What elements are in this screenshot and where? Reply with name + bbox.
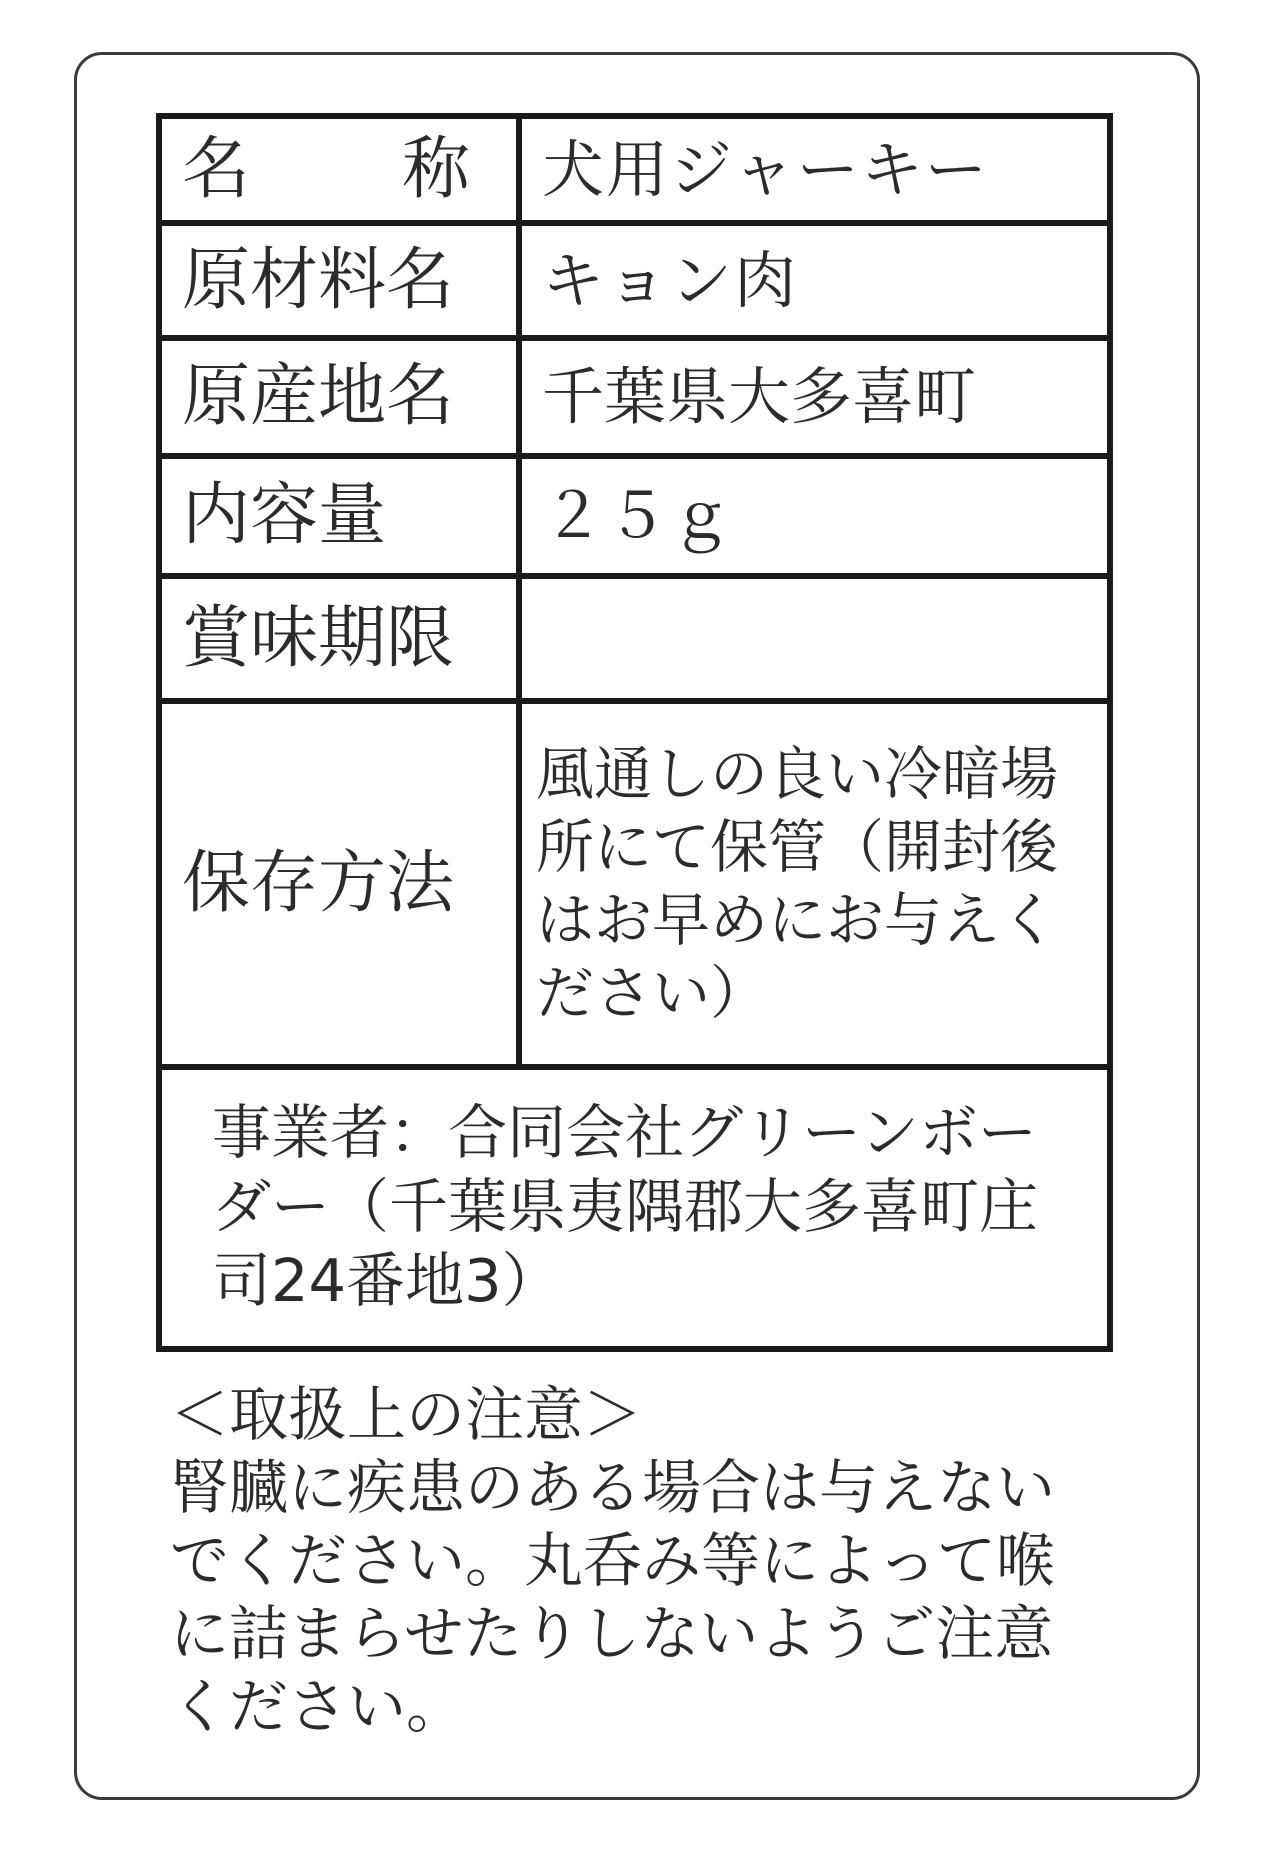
table-row-ingredients <box>162 226 1107 341</box>
table-row-content <box>162 459 1107 579</box>
storage-instructions-text: 風通しの良い冷暗場所にて保管（開封後はお早めにお与えください） <box>536 740 1059 1027</box>
caution-title: ＜取扱上の注意＞ <box>170 1380 643 1449</box>
row-key-ingredients: 原材料名 <box>162 226 522 335</box>
row-value-storage <box>522 704 1107 1064</box>
table-row-name <box>162 119 1107 226</box>
table-row-business: 事業者：合同会社グリーンボーダー（千葉県夷隅郡大多喜町庄司24番地3） <box>212 1098 1039 1315</box>
row-key-origin: 原産地名 <box>162 341 522 453</box>
row-key-content: 内容量 <box>162 459 522 573</box>
row-value-best-before <box>522 579 1107 698</box>
row-key-name <box>162 119 522 220</box>
handling-caution <box>170 1378 1090 1743</box>
product-info-table <box>156 113 1113 1352</box>
row-value-content: ２５ｇ <box>542 479 735 552</box>
row-value-ingredients: キョン肉 <box>542 243 799 317</box>
row-value-origin: 千葉県大多喜町 <box>542 360 977 433</box>
table-row-origin <box>162 341 1107 459</box>
row-key-name-part1: 名 <box>182 129 251 209</box>
table-row-best-before <box>162 579 1107 704</box>
caution-text: 腎臓に疾患のある場合は与えないでください。丸呑み等によって喉に詰まらせたりしないようご注意ください。 <box>170 1453 1056 1741</box>
row-key-name-part2: 称 <box>401 129 470 209</box>
row-value-name: 犬用ジャーキー <box>542 132 989 206</box>
row-key-storage: 保存方法 <box>162 704 522 1064</box>
row-key-best-before: 賞味期限 <box>162 579 522 698</box>
table-row-storage <box>162 704 1107 1070</box>
